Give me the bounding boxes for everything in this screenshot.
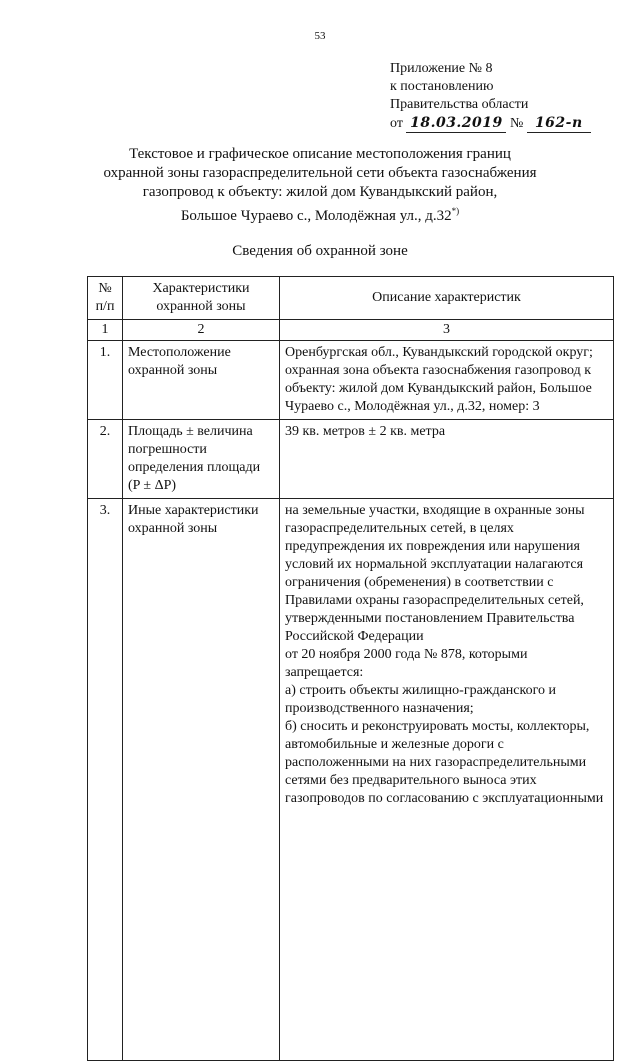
description-clip bbox=[285, 502, 608, 1057]
title-line-4 bbox=[80, 202, 560, 226]
title-line-2: охранной зоны газораспределительной сети объекта газоснабжения bbox=[103, 165, 537, 181]
appendix-line-2: к постановлению bbox=[390, 79, 494, 94]
footnote-mark: *) bbox=[451, 206, 460, 216]
table-row bbox=[88, 499, 614, 1061]
description-paragraph: а) строить объекты жилищно-гражданского и производственного назначения; bbox=[285, 683, 556, 716]
table-header-row bbox=[88, 277, 614, 320]
appendix-block bbox=[390, 60, 591, 133]
header-description: Описание характеристик bbox=[280, 277, 614, 320]
row-description: 39 кв. метров ± 2 кв. метра bbox=[280, 420, 614, 499]
document-title bbox=[80, 145, 560, 226]
row-description bbox=[280, 499, 614, 1061]
protection-zone-table bbox=[87, 276, 614, 1061]
row-number: 2. bbox=[88, 420, 123, 499]
row-number: 3. bbox=[88, 499, 123, 1061]
section-subtitle: Сведения об охранной зоне bbox=[232, 243, 408, 259]
row-characteristic: Иные характеристики охранной зоны bbox=[123, 499, 280, 1061]
row-description: Оренбургская обл., Кувандыкский городской округ; охранная зона объекта газоснабжения газопровод к объекту: жилой дом Кувандыкский район, Большое Чураево с., Молодёжная ул., д.32, номер: 3 bbox=[280, 341, 614, 420]
header-characteristic: Характеристики охранной зоны bbox=[123, 277, 280, 320]
description-paragraph: от 20 ноября 2000 года № 878, которыми запрещается: bbox=[285, 647, 528, 680]
header-num: № п/п bbox=[88, 277, 123, 320]
row-characteristic: Площадь ± величина погрешности определения площади (P ± ΔP) bbox=[123, 420, 280, 499]
handwritten-date: 18.03.2019 bbox=[406, 114, 506, 133]
page-number: 53 bbox=[314, 30, 326, 42]
handwritten-number: 162-п bbox=[527, 114, 591, 133]
number-sign: № bbox=[509, 116, 524, 131]
appendix-line-4 bbox=[390, 114, 591, 133]
row-characteristic: Местоположение охранной зоны bbox=[123, 341, 280, 420]
index-cell: 3 bbox=[280, 320, 614, 341]
title-line-1: Текстовое и графическое описание местоположения границ bbox=[129, 146, 511, 162]
appendix-prefix: от bbox=[390, 116, 403, 131]
table-row bbox=[88, 420, 614, 499]
table-index-row bbox=[88, 320, 614, 341]
row-number: 1. bbox=[88, 341, 123, 420]
title-line-4-text: Большое Чураево с., Молодёжная ул., д.32 bbox=[180, 208, 452, 224]
table-row bbox=[88, 341, 614, 420]
index-cell: 1 bbox=[88, 320, 123, 341]
title-line-3: газопровод к объекту: жилой дом Кувандыкский район, bbox=[142, 184, 498, 200]
index-cell: 2 bbox=[123, 320, 280, 341]
description-paragraph: на земельные участки, входящие в охранные зоны газораспределительных сетей, в целях предупреждения их повреждения или нарушения условий их нормальной эксплуатации налагаются ограничения (обременения) в соответствии с Правилами охраны газораспределительных сетей, утвержденными постановлением Правительства Российской Федерации bbox=[285, 503, 585, 644]
appendix-line-1: Приложение № 8 bbox=[390, 61, 493, 76]
description-paragraph: б) сносить и реконструировать мосты, коллекторы, автомобильные и железные дороги с расположенными на них газораспределительными сетями без предварительного выноса этих газопроводов по согласованию с эксплуатационными bbox=[285, 719, 604, 806]
appendix-line-3: Правительства области bbox=[390, 97, 529, 112]
